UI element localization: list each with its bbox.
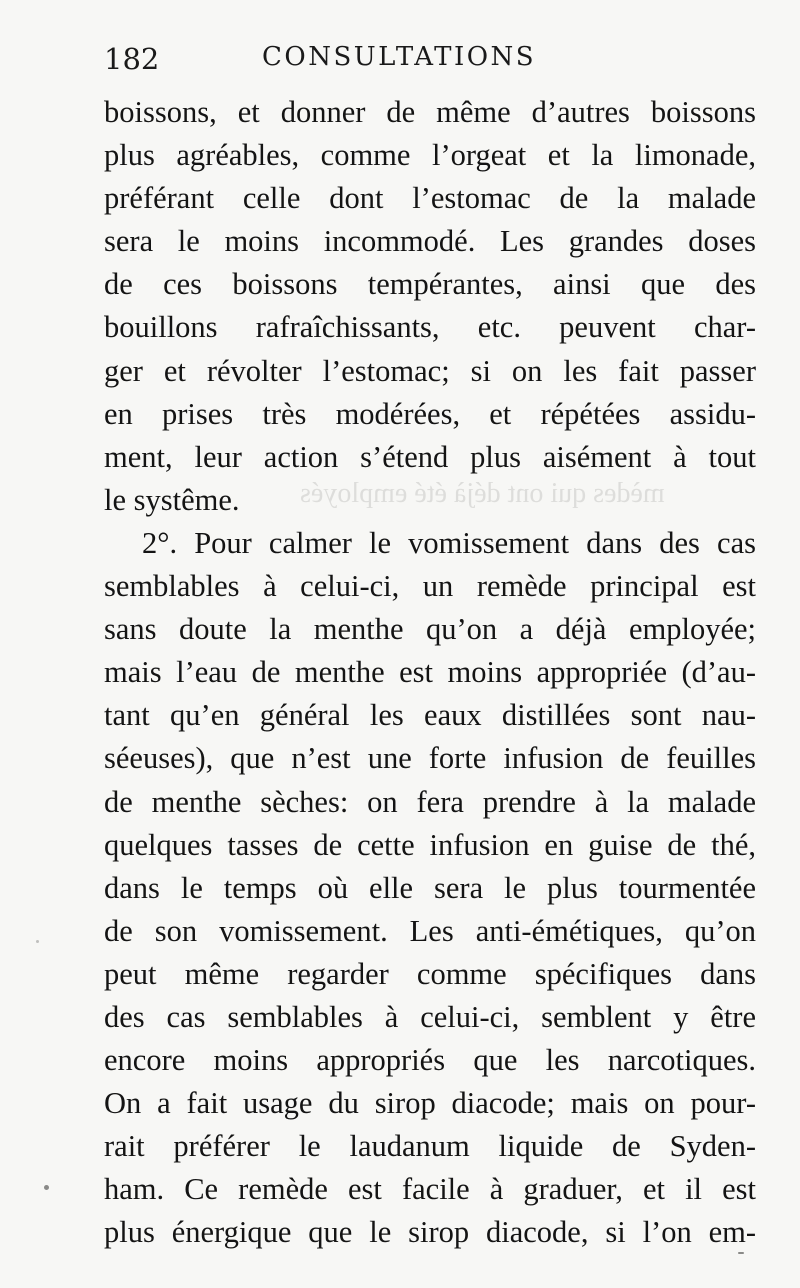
text-line: bouillons rafraîchissants, etc. peuvent char- xyxy=(104,310,756,345)
text-line: préférant celle dont l’estomac de la malade xyxy=(104,181,756,216)
text-line: On a fait usage du sirop diacode; mais on pour- xyxy=(104,1086,756,1121)
text-line: ham. Ce remède est facile à graduer, et il est xyxy=(104,1172,756,1207)
text-line: tant qu’en général les eaux distillées sont nau- xyxy=(104,698,756,733)
paper-speck xyxy=(44,1185,49,1190)
text-line: encore moins appropriés que les narcotiques. xyxy=(104,1043,756,1078)
text-line: rait préférer le laudanum liquide de Syden- xyxy=(104,1129,756,1164)
text-line: dans le temps où elle sera le plus tourmentée xyxy=(104,870,756,905)
text-line: de ces boissons tempérantes, ainsi que des xyxy=(104,267,756,302)
text-line: de menthe sèches: on fera prendre à la malade xyxy=(104,784,756,819)
text-line: ger et révolter l’estomac; si on les fait passer xyxy=(104,353,756,388)
page-header xyxy=(104,34,764,80)
text-line: le systême. xyxy=(104,482,240,517)
text-line: sans doute la menthe qu’on a déjà employée; xyxy=(104,612,756,647)
text-line: peut même regarder comme spécifiques dans xyxy=(104,956,756,991)
text-line: quelques tasses de cette infusion en guise de thé, xyxy=(104,827,756,862)
page-number: 182 xyxy=(104,42,160,76)
text-line: 2°. Pour calmer le vomissement dans des cas xyxy=(142,525,756,560)
text-line: plus agréables, comme l’orgeat et la limonade, xyxy=(104,138,756,173)
text-line: séeuses), que n’est une forte infusion de feuilles xyxy=(104,741,756,776)
text-line: plus énergique que le sirop diacode, si l’on em- xyxy=(104,1215,756,1250)
page-body xyxy=(104,91,756,1255)
text-line: ment, leur action s’étend plus aisément à tout xyxy=(104,439,756,474)
text-line: en prises très modérées, et répétées assidu- xyxy=(104,396,756,431)
paper-speck xyxy=(36,940,39,943)
show-through-text: mèdes qui ont déjà été employés xyxy=(300,478,665,509)
text-line: mais l’eau de menthe est moins appropriée (d’au- xyxy=(104,655,756,690)
text-line: boissons, et donner de même d’autres boissons xyxy=(104,95,756,129)
text-line: de son vomissement. Les anti-émétiques, qu’on xyxy=(104,913,756,948)
text-line: semblables à celui-ci, un remède principal est xyxy=(104,569,756,604)
running-head: CONSULTATIONS xyxy=(262,42,537,72)
text-line: sera le moins incommodé. Les grandes doses xyxy=(104,224,756,259)
paper-speck xyxy=(738,1252,744,1254)
text-line: des cas semblables à celui-ci, semblent y être xyxy=(104,999,756,1034)
